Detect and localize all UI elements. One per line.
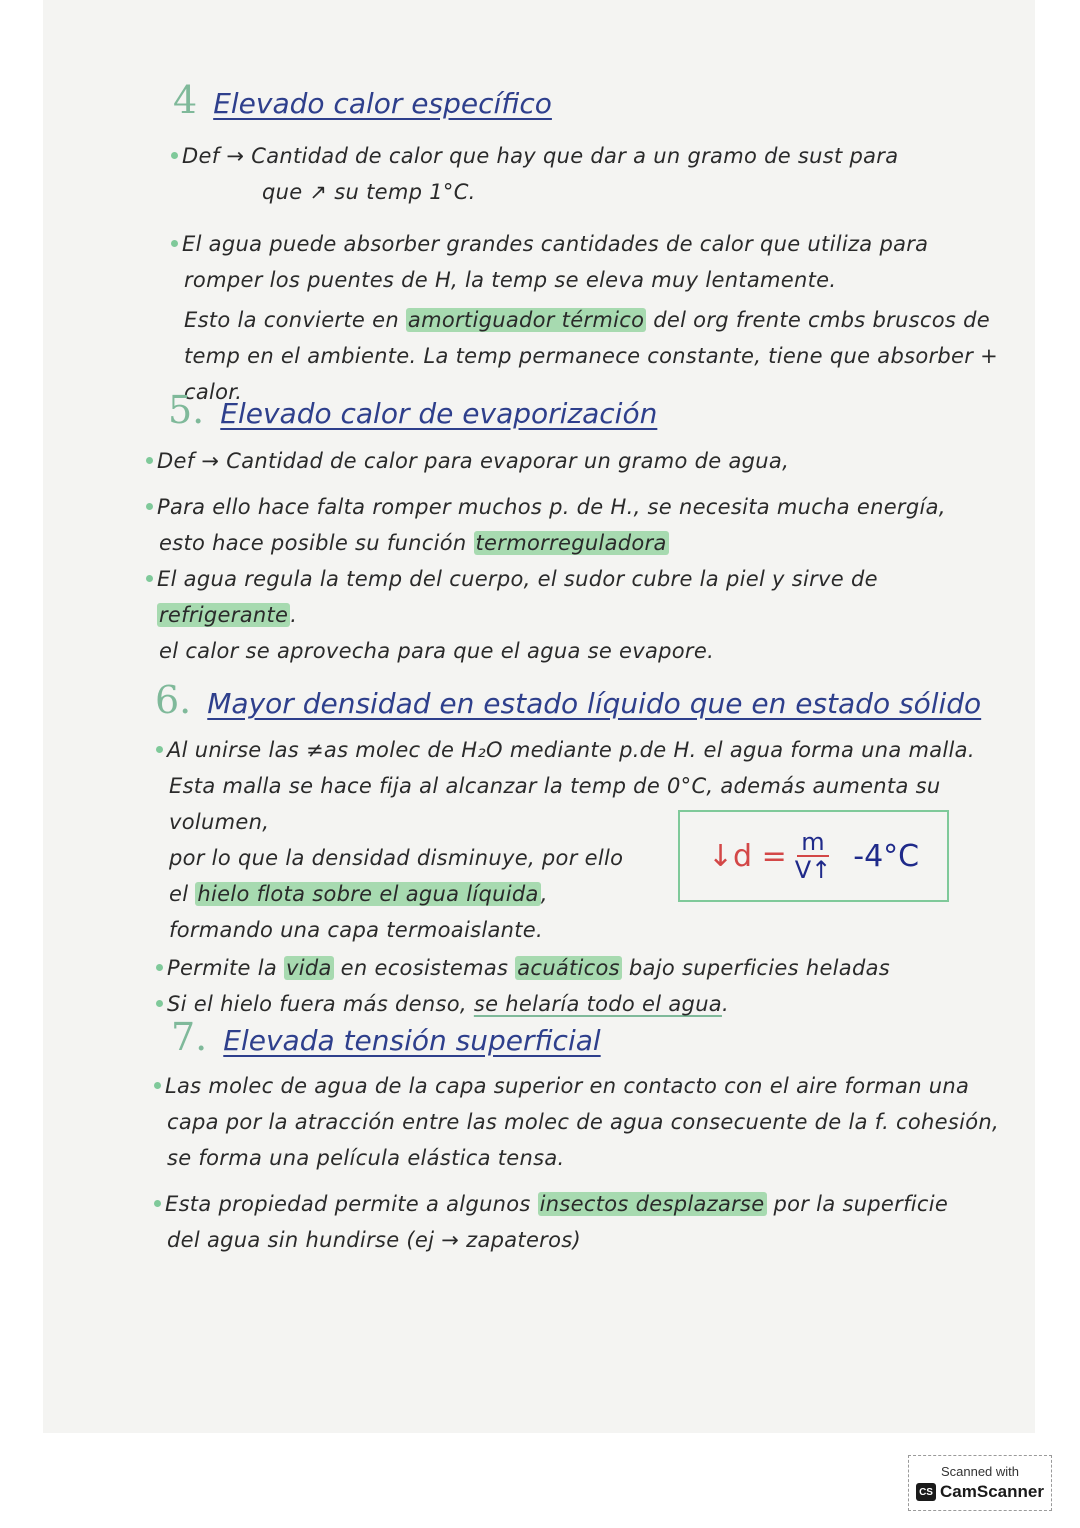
bullet-item xyxy=(151,1186,1011,1222)
bullet-item xyxy=(143,561,1003,633)
formula-fraction xyxy=(795,829,832,883)
camscanner-badge xyxy=(908,1455,1052,1511)
scanned-with-label: Scanned with xyxy=(940,1464,1020,1479)
bullet-dot-icon xyxy=(143,572,157,586)
bullet-item xyxy=(151,1068,1011,1104)
section-4-body xyxy=(43,138,1008,410)
highlight: refrigerante xyxy=(159,603,289,627)
formula-denominator: V↑ xyxy=(794,856,832,884)
bullet-dot-icon xyxy=(153,743,167,757)
text-line: el hielo flota sobre el agua líquida, xyxy=(169,882,548,906)
bullet-item xyxy=(168,226,1008,262)
notebook-page xyxy=(43,0,1035,1433)
definition-line: Def → Cantidad de calor que hay que dar a un gramo de sust para xyxy=(182,144,899,168)
text-line: El agua regula la temp del cuerpo, el sudor cubre la piel y sirve de refrigerante. xyxy=(157,567,878,627)
section-number: 5. xyxy=(168,388,205,432)
formula-numerator: m xyxy=(797,829,828,857)
text-line: Esta propiedad permite a algunos insectos desplazarse por la superficie xyxy=(165,1192,949,1216)
section-title: Elevada tensión superficial xyxy=(223,1024,601,1057)
formula-temperature: -4°C xyxy=(853,838,920,874)
underlined-text: se helaría todo el agua xyxy=(473,992,722,1016)
section-5-body xyxy=(43,443,1003,669)
text-line: Para ello hace falta romper muchos p. de H., se necesita mucha energía, xyxy=(157,495,946,519)
text-line: temp en el ambiente. La temp permanece constante, tiene que absorber + calor. xyxy=(184,344,999,404)
bullet-dot-icon xyxy=(168,149,182,163)
text-line: se forma una película elástica tensa. xyxy=(167,1146,565,1170)
section-title: Mayor densidad en estado líquido que en estado sólido xyxy=(207,687,982,720)
bullet-dot-icon xyxy=(168,237,182,251)
bullet-dot-icon xyxy=(153,997,167,1011)
bullet-item xyxy=(153,950,1013,986)
text-line: esto hace posible su función termorreguladora xyxy=(159,531,667,555)
text-line: El agua puede absorber grandes cantidades de calor que utiliza para xyxy=(182,232,929,256)
bullet-item xyxy=(153,732,1013,768)
density-formula-box xyxy=(678,810,949,902)
section-number: 4 xyxy=(173,78,198,122)
text-line: Esto la convierte en amortiguador térmico del org frente cmbs bruscos de xyxy=(184,308,990,332)
highlight: amortiguador térmico xyxy=(407,308,645,332)
section-number: 6. xyxy=(155,678,192,722)
text-line: por lo que la densidad disminuye, por ello xyxy=(169,846,624,870)
highlight: acuáticos xyxy=(517,956,620,980)
section-heading xyxy=(43,1015,1035,1059)
formula-left: ↓d = xyxy=(707,838,787,874)
camscanner-logo-icon: CS xyxy=(916,1483,936,1501)
bullet-item xyxy=(143,489,1003,525)
section-heading xyxy=(43,388,1035,432)
text-line: capa por la atracción entre las molec de agua consecuente de la f. cohesión, xyxy=(167,1110,999,1134)
text-line: Si el hielo fuera más denso, se helaría todo el agua. xyxy=(167,992,729,1016)
bullet-dot-icon xyxy=(153,961,167,975)
scanner-brand-name: CamScanner xyxy=(940,1482,1044,1501)
bullet-item xyxy=(143,443,1003,479)
text-line: Las molec de agua de la capa superior en contacto con el aire forman una xyxy=(165,1074,970,1098)
bullet-dot-icon xyxy=(143,500,157,514)
section-title: Elevado calor de evaporización xyxy=(220,397,658,430)
definition-line: Def → Cantidad de calor para evaporar un gramo de agua, xyxy=(157,449,790,473)
text-line: romper los puentes de H, la temp se eleva muy lentamente. xyxy=(184,268,837,292)
bullet-dot-icon xyxy=(151,1197,165,1211)
highlight: insectos desplazarse xyxy=(539,1192,765,1216)
scanner-brand xyxy=(916,1482,1044,1502)
section-4 xyxy=(43,78,1035,122)
highlight: vida xyxy=(286,956,332,980)
section-number: 7. xyxy=(171,1015,208,1059)
text-line: el calor se aprovecha para que el agua se evapore. xyxy=(159,639,715,663)
text-line: Al unirse las ≠as molec de H₂O mediante p.de H. el agua forma una malla. xyxy=(167,738,975,762)
highlight: hielo flota sobre el agua líquida xyxy=(197,882,539,906)
text-line: formando una capa termoaislante. xyxy=(169,918,543,942)
section-7 xyxy=(43,1015,1035,1059)
bullet-dot-icon xyxy=(143,454,157,468)
text-line: del agua sin hundirse (ej → zapateros) xyxy=(167,1228,581,1252)
section-7-body xyxy=(43,1068,1011,1258)
text-line: Permite la vida en ecosistemas acuáticos bajo superficies heladas xyxy=(167,956,891,980)
bullet-dot-icon xyxy=(151,1079,165,1093)
section-5 xyxy=(43,388,1035,432)
text-line: que ↗ su temp 1°C. xyxy=(262,180,476,204)
section-6 xyxy=(43,678,1035,722)
bullet-item xyxy=(168,138,1008,174)
section-heading xyxy=(43,78,1035,122)
section-title: Elevado calor específico xyxy=(213,87,552,120)
highlight: termorreguladora xyxy=(475,531,667,555)
section-heading xyxy=(43,678,1035,722)
text-line: Esta malla se hace fija al alcanzar la temp de 0°C, además aumenta su volumen, xyxy=(169,774,941,834)
